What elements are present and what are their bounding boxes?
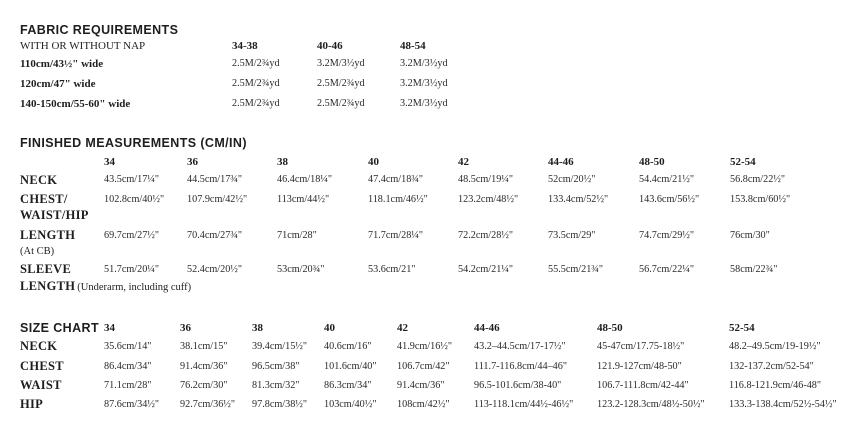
- fabric-cell: 2.5M/2¾yd: [232, 58, 280, 69]
- fabric-size-48-54: 48-54: [400, 40, 426, 52]
- finished-neck-cell: 56.8cm/22½": [730, 174, 786, 185]
- fabric-cell: 3.2M/3½yd: [400, 78, 448, 89]
- sizechart-size-42: 42: [397, 322, 408, 334]
- finished-chest-cell: 113cm/44½": [277, 194, 330, 205]
- finished-neck-cell: 52cm/20½": [548, 174, 596, 185]
- finished-neck-cell: 54.4cm/21½": [639, 174, 695, 185]
- sizechart-cell: 35.6cm/14": [104, 341, 152, 352]
- finished-size-36: 36: [187, 156, 198, 168]
- finished-length-cell: 76cm/30": [730, 230, 770, 241]
- finished-chest-cell: 102.8cm/40½": [104, 194, 165, 205]
- finished-sleeve-cell: 53.6cm/21": [368, 264, 416, 275]
- sizechart-cell: 108cm/42½": [397, 399, 450, 410]
- fabric-row-label-120cm: 120cm/47" wide: [20, 78, 96, 90]
- sizechart-cell: 113-118.1cm/44½-46½": [474, 399, 574, 410]
- size-chart-title: SIZE CHART: [20, 321, 99, 335]
- sizechart-size-38: 38: [252, 322, 263, 334]
- finished-length-cell: 71cm/28": [277, 230, 317, 241]
- fabric-cell: 3.2M/3½yd: [400, 58, 448, 69]
- finished-neck-cell: 47.4cm/18¾": [368, 174, 424, 185]
- finished-sleeve-note: (Underarm, including cuff): [77, 282, 192, 293]
- finished-sleeve-cell: 54.2cm/21¼": [458, 264, 514, 275]
- finished-neck-cell: 43.5cm/17¼": [104, 174, 160, 185]
- finished-length-label: LENGTH: [20, 228, 76, 242]
- sizechart-cell: 111.7-116.8cm/44–46": [474, 361, 568, 372]
- sizechart-cell: 106.7cm/42": [397, 361, 450, 372]
- sizechart-cell: 121.9-127cm/48-50": [597, 361, 682, 372]
- sizechart-cell: 40.6cm/16": [324, 341, 372, 352]
- sizechart-cell: 45-47cm/17.75-18½": [597, 341, 685, 352]
- finished-size-48-50: 48-50: [639, 156, 665, 168]
- finished-size-34: 34: [104, 156, 115, 168]
- finished-sleeve-cell: 51.7cm/20¼": [104, 264, 160, 275]
- sizechart-cell: 96.5cm/38": [252, 361, 300, 372]
- fabric-cell: 2.5M/2¾yd: [232, 98, 280, 109]
- sizechart-cell: 123.2-128.3cm/48½-50½": [597, 399, 705, 410]
- sizechart-cell: 48.2–49.5cm/19-19½": [729, 341, 821, 352]
- sizechart-cell: 81.3cm/32": [252, 380, 300, 391]
- finished-length-cell: 71.7cm/28¼": [368, 230, 424, 241]
- fabric-cell: 2.5M/2¾yd: [317, 98, 365, 109]
- sizechart-cell: 116.8-121.9cm/46-48": [729, 380, 822, 391]
- fabric-size-34-38: 34-38: [232, 40, 258, 52]
- fabric-cell: 2.5M/2¾yd: [232, 78, 280, 89]
- sizechart-hip-label: HIP: [20, 397, 44, 411]
- finished-length-cell: 72.2cm/28½": [458, 230, 514, 241]
- sizechart-cell: 43.2–44.5cm/17-17½": [474, 341, 566, 352]
- fabric-cell: 2.5M/2¾yd: [317, 78, 365, 89]
- sizechart-cell: 91.4cm/36": [397, 380, 445, 391]
- finished-length-cell: 74.7cm/29½": [639, 230, 695, 241]
- sizechart-cell: 106.7-111.8cm/42-44": [597, 380, 689, 391]
- finished-chest-cell: 107.9cm/42½": [187, 194, 248, 205]
- sizechart-cell: 101.6cm/40": [324, 361, 377, 372]
- sizechart-size-34: 34: [104, 322, 115, 334]
- sizechart-cell: 96.5-101.6cm/38-40": [474, 380, 562, 391]
- finished-size-42: 42: [458, 156, 469, 168]
- finished-sleeve-cell: 58cm/22¾": [730, 264, 778, 275]
- fabric-row-label-140-150cm: 140-150cm/55-60" wide: [20, 98, 131, 110]
- sizechart-cell: 41.9cm/16½": [397, 341, 453, 352]
- sizechart-cell: 103cm/40½": [324, 399, 377, 410]
- fabric-nap-subtitle: WITH OR WITHOUT NAP: [20, 40, 146, 52]
- finished-neck-cell: 48.5cm/19¼": [458, 174, 514, 185]
- finished-sleeve-length-label: LENGTH: [20, 279, 76, 293]
- fabric-row-label-110cm: 110cm/43½" wide: [20, 58, 104, 70]
- finished-neck-label: NECK: [20, 173, 58, 187]
- finished-size-40: 40: [368, 156, 379, 168]
- sizechart-cell: 91.4cm/36": [180, 361, 228, 372]
- sizechart-cell: 132-137.2cm/52-54": [729, 361, 814, 372]
- sizechart-waist-label: WAIST: [20, 378, 62, 392]
- sizechart-cell: 133.3-138.4cm/52½-54½": [729, 399, 837, 410]
- fabric-size-40-46: 40-46: [317, 40, 343, 52]
- finished-size-52-54: 52-54: [730, 156, 756, 168]
- finished-sleeve-length-line: [20, 279, 191, 295]
- finished-size-38: 38: [277, 156, 288, 168]
- sizechart-cell: 97.8cm/38½": [252, 399, 308, 410]
- sizechart-cell: 87.6cm/34½": [104, 399, 160, 410]
- finished-neck-cell: 46.4cm/18¼": [277, 174, 333, 185]
- finished-chest-cell: 123.2cm/48½": [458, 194, 519, 205]
- sizechart-cell: 71.1cm/28": [104, 380, 152, 391]
- finished-chest-cell: 118.1cm/46½": [368, 194, 428, 205]
- sizechart-size-48-50: 48-50: [597, 322, 623, 334]
- finished-sleeve-cell: 55.5cm/21¾": [548, 264, 604, 275]
- finished-sleeve-cell: 52.4cm/20½": [187, 264, 243, 275]
- finished-sleeve-label: SLEEVE: [20, 262, 72, 276]
- fabric-cell: 3.2M/3½yd: [317, 58, 365, 69]
- finished-sleeve-cell: 53cm/20¾": [277, 264, 325, 275]
- fabric-requirements-title: FABRIC REQUIREMENTS: [20, 23, 179, 37]
- finished-chest-cell: 153.8cm/60½": [730, 194, 791, 205]
- fabric-cell: 3.2M/3½yd: [400, 98, 448, 109]
- finished-length-cell: 69.7cm/27½": [104, 230, 160, 241]
- finished-length-cell: 70.4cm/27¾": [187, 230, 243, 241]
- sizechart-neck-label: NECK: [20, 339, 58, 353]
- sizechart-cell: 92.7cm/36½": [180, 399, 236, 410]
- finished-neck-cell: 44.5cm/17¾": [187, 174, 243, 185]
- sizechart-size-52-54: 52-54: [729, 322, 755, 334]
- finished-chest-cell: 143.6cm/56½": [639, 194, 700, 205]
- finished-sleeve-cell: 56.7cm/22¼": [639, 264, 695, 275]
- sizechart-cell: 38.1cm/15": [180, 341, 228, 352]
- finished-chest-cell: 133.4cm/52½": [548, 194, 609, 205]
- sizechart-cell: 86.3cm/34": [324, 380, 372, 391]
- finished-chest-label: CHEST/: [20, 192, 68, 206]
- sizechart-size-44-46: 44-46: [474, 322, 500, 334]
- finished-length-note: (At CB): [20, 246, 55, 257]
- finished-length-cell: 73.5cm/29": [548, 230, 596, 241]
- finished-measurements-title: FINISHED MEASUREMENTS (CM/IN): [20, 136, 247, 150]
- sizechart-cell: 86.4cm/34": [104, 361, 152, 372]
- finished-waist-hip-label: WAIST/HIP: [20, 208, 89, 222]
- sizechart-chest-label: CHEST: [20, 359, 64, 373]
- sizechart-size-36: 36: [180, 322, 191, 334]
- sizechart-cell: 39.4cm/15½": [252, 341, 308, 352]
- finished-size-44-46: 44-46: [548, 156, 574, 168]
- sizechart-cell: 76.2cm/30": [180, 380, 228, 391]
- sizechart-size-40: 40: [324, 322, 335, 334]
